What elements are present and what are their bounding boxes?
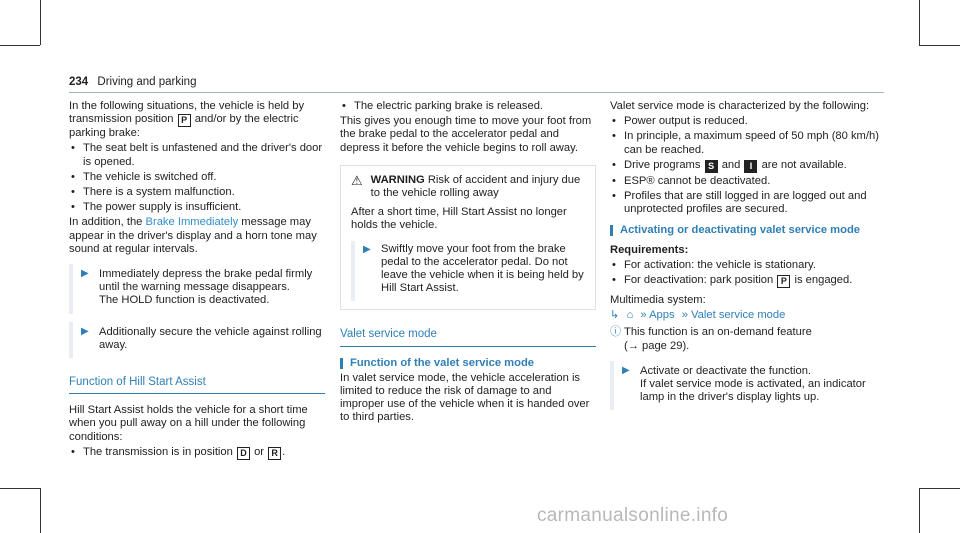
list-item: • The vehicle is switched off. xyxy=(69,171,325,184)
multimedia-label: Multimedia system: xyxy=(610,294,706,307)
arrow-right-icon: ▶ xyxy=(363,243,371,255)
brake-immediately-message: Brake Immediately xyxy=(145,216,239,229)
header-rule xyxy=(69,92,884,93)
watermark: carmanualsonline.info xyxy=(537,505,729,526)
list-item: • ESP® cannot be deactivated. xyxy=(610,175,880,188)
park-key-icon: P xyxy=(777,275,790,288)
subsection-heading: Function of the valet service mode xyxy=(340,357,596,370)
list-item: • The transmission is in position D or R . xyxy=(69,446,325,460)
instruction-step: ▶ Immediately depress the brake pedal firmly until the warning message disappears. The HOLD function is deactivated. xyxy=(69,264,325,314)
crop-mark xyxy=(0,45,40,46)
instruction-step: ▶ Swiftly move your foot from the brake pedal to the accelerator pedal. Do not leave the vehicle when it is being held by Hill Start Assist. xyxy=(351,241,585,302)
page-reference: (→ page 29). xyxy=(624,339,690,352)
warning-text: After a short time, Hill Start Assist no longer holds the vehicle. xyxy=(351,206,567,232)
crop-mark xyxy=(919,488,920,533)
crop-mark xyxy=(919,488,960,489)
crop-mark xyxy=(919,45,960,46)
arrow-right-icon: ▶ xyxy=(622,364,630,376)
section-heading: Function of Hill Start Assist xyxy=(69,376,325,394)
return-arrow-icon: ↳ xyxy=(610,309,620,322)
drive-key-icon: D xyxy=(237,447,250,460)
warning-triangle-icon: ⚠ xyxy=(351,172,363,188)
park-key-icon: P xyxy=(178,114,191,127)
crop-mark xyxy=(919,0,920,45)
column-3 xyxy=(610,100,880,418)
list-item: • Drive programs S and I are not available. xyxy=(610,159,880,173)
valet-intro: Valet service mode is characterized by the following: xyxy=(610,100,870,112)
time-paragraph: This gives you enough time to move your foot from the brake pedal to the accelerator pedal and depress it before the vehicle begins to roll away. xyxy=(340,115,592,154)
warning-title: Risk of accident and injury due to the vehicle rolling away xyxy=(370,173,581,200)
column-2 xyxy=(340,100,596,427)
page-header xyxy=(69,76,196,88)
menu-apps: Apps xyxy=(649,309,675,322)
valet-paragraph: In valet service mode, the vehicle acceleration is limited to reduce the risk of damage to and improper use of the vehicle when it is handed over to third parties. xyxy=(340,371,590,424)
list-item: • The electric parking brake is released. xyxy=(340,100,596,113)
instruction-step: ▶ Activate or deactivate the function. If valet service mode is activated, an indicator lamp in the driver's display lights up. xyxy=(610,361,880,411)
addition-paragraph: In addition, the Brake Immediately message may appear in the driver's display and a horn tone may sound at regular intervals. xyxy=(69,216,317,255)
page-number: 234 xyxy=(69,76,89,88)
section-heading: Valet service mode xyxy=(340,328,596,346)
instruction-step: ▶ Additionally secure the vehicle against rolling away. xyxy=(69,322,325,358)
list-item: • For activation: the vehicle is stationary. xyxy=(610,259,880,272)
sport-mode-icon: S xyxy=(705,160,718,173)
warning-box xyxy=(340,165,596,311)
chevron-icon: » xyxy=(640,309,647,322)
arrow-right-icon: ▶ xyxy=(81,268,89,280)
list-item: • The seat belt is unfastened and the driver's door is opened. xyxy=(69,142,325,168)
menu-valet-service: Valet service mode xyxy=(691,309,786,322)
crop-mark xyxy=(40,488,41,533)
section-title: Driving and parking xyxy=(97,76,197,88)
requirements-label: Requirements: xyxy=(610,243,689,256)
reverse-key-icon: R xyxy=(268,447,281,460)
warning-label: WARNING xyxy=(370,173,425,186)
individual-mode-icon: I xyxy=(744,160,757,173)
list-item: • Power output is reduced. xyxy=(610,115,880,128)
arrow-right-icon: ▶ xyxy=(81,325,89,337)
crop-mark xyxy=(40,0,41,45)
subsection-heading: Activating or deactivating valet service mode xyxy=(610,224,880,237)
list-item: • In principle, a maximum speed of 50 mph (80 km/h) can be reached. xyxy=(610,130,880,156)
list-item: • The power supply is insufficient. xyxy=(69,201,325,214)
home-icon: ⌂ xyxy=(626,309,634,322)
list-item: • Profiles that are still logged in are logged out and unprotected profiles are secured. xyxy=(610,190,880,216)
chevron-icon: » xyxy=(681,309,688,322)
intro-paragraph: In the following situations, the vehicle is held by transmission position P and/or by the electric parking brake: xyxy=(69,100,305,140)
info-note: ⓘ This function is an on-demand feature (→ page 29). xyxy=(610,326,880,352)
info-icon: ⓘ xyxy=(610,326,622,339)
column-1 xyxy=(69,100,325,462)
hsa-paragraph: Hill Start Assist holds the vehicle for a short time when you pull away on a hill under the following conditions: xyxy=(69,404,308,443)
list-item: • There is a system malfunction. xyxy=(69,186,325,199)
list-item: • For deactivation: park position P is engaged. xyxy=(610,274,880,288)
menu-path xyxy=(610,309,880,322)
crop-mark xyxy=(0,488,40,489)
